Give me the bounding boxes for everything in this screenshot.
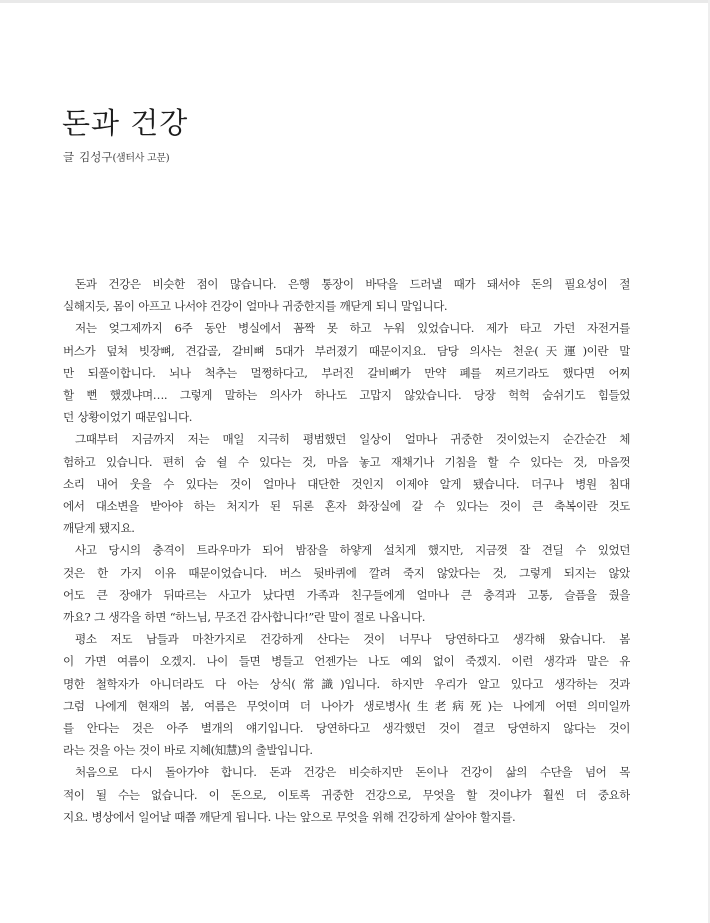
paragraph-line: 할 뻔 했겠냐며…. 그렇게 말하는 의사가 하나도 고맙지 않았습니다. 당장 헉헉 숨쉬기도 힘들었 bbox=[63, 388, 630, 403]
author-role: (샘터사 고문) bbox=[112, 153, 170, 164]
paragraph-first-line: 처음으로 다시 돌아가야 합니다. 돈과 건강은 비슷하지만 돈이나 건강이 삶의 수단을 넘어 목 bbox=[75, 765, 630, 780]
paragraph-line: 것은 한 가지 이유 때문이었습니다. 버스 뒷바퀴에 깔려 죽지 않았다는 것, 그렇게 되지는 않았 bbox=[63, 565, 630, 580]
paragraph-line: 이 가면 여름이 오겠지. 나이 들면 병들고 언젠가는 나도 예외 없이 죽겠지. 이런 생각과 말은 유 bbox=[63, 654, 630, 669]
paragraph-first-line: 사고 당시의 충격이 트라우마가 되어 밤잠을 하얗게 설치게 했지만, 지금껏 잘 견딜 수 있었던 bbox=[75, 543, 630, 558]
paragraph-line: 지요. 병상에서 일어날 때쯤 깨닫게 됩니다. 나는 앞으로 무엇을 위해 건강하게 살아야 할지를. bbox=[63, 809, 516, 824]
article-body bbox=[63, 273, 630, 828]
paragraph-line: 소리 내어 웃을 수 있다는 것이 얼마나 대단한 것인지 이제야 알게 됐습니다. 더구나 병원 침대 bbox=[63, 476, 630, 491]
byline bbox=[63, 149, 169, 167]
paragraph-line: 적이 될 수는 없습니다. 이 돈으로, 이토록 귀중한 건강으로, 무엇을 할 것이냐가 훨씬 더 중요하 bbox=[63, 787, 630, 802]
paragraph-first-line: 돈과 건강은 비슷한 점이 많습니다. 은행 통장이 바닥을 드러낼 때가 돼서야 돈의 필요성이 절 bbox=[75, 277, 630, 291]
paragraph-line: 만 되풀이합니다. 뇌나 척추는 멀쩡하다고, 부러진 갈비뼈가 만약 폐를 찌르기라도 했다면 어찌 bbox=[63, 365, 630, 380]
paragraph-line: 험하고 있습니다. 편히 숨 쉴 수 있다는 것, 마음 놓고 재채기나 기침을 할 수 있다는 것, 마음껏 bbox=[63, 454, 630, 469]
paragraph-line: 까요? 그 생각을 하면 “하느님, 무조건 감사합니다!”란 말이 절로 나옵니다. bbox=[63, 610, 426, 625]
paragraph-first-line: 그때부터 지금까지 저는 매일 지극히 평범했던 일상이 얼마나 귀중한 것이었는지 순간순간 체 bbox=[75, 432, 630, 447]
paragraph-line: 실해지듯, 몸이 아프고 나서야 건강이 얼마나 귀중한지를 깨닫게 되니 말입니다. bbox=[63, 299, 448, 314]
paragraph-line: 를 안다는 것은 아주 별개의 얘기입니다. 당연하다고 생각했던 것이 결코 당연하지 않다는 것이 bbox=[63, 721, 630, 736]
article-title: 돈과 건강 bbox=[62, 106, 189, 140]
paragraph-line: 어도 큰 장애가 뒤따르는 사고가 났다면 가족과 친구들에게 얼마나 큰 충격과 고통, 슬픔을 줬을 bbox=[63, 587, 630, 602]
byline-label: 글 bbox=[63, 150, 75, 164]
paragraph-first-line: 평소 저도 남들과 마찬가지로 건강하게 산다는 것이 너무나 당연하다고 생각해 왔습니다. 봄 bbox=[75, 632, 630, 647]
paragraph-line: 던 상황이었기 때문입니다. bbox=[63, 410, 192, 425]
paragraph-line: 에서 대소변을 받아야 하는 처지가 된 뒤론 혼자 화장실에 갈 수 있다는 것이 큰 축복이란 것도 bbox=[63, 499, 630, 514]
paragraph-line: 깨닫게 됐지요. bbox=[63, 521, 135, 536]
paragraph-line: 버스가 덮쳐 빗장뼈, 견갑골, 갈비뼈 5대가 부러졌기 때문이지요. 담당 의사는 천운(天運)이란 말 bbox=[63, 343, 630, 358]
paragraph-line: 그럼 나에게 현재의 봄, 여름은 무엇이며 더 나아가 생로병사(生老病死)는 나에게 어떤 의미일까 bbox=[63, 698, 630, 713]
author-name: 김성구 bbox=[79, 150, 113, 164]
paragraph-line: 라는 것을 아는 것이 바로 지혜(知慧)의 출발입니다. bbox=[63, 743, 313, 758]
paragraph-line: 명한 철학자가 아니더라도 다 아는 상식(常識)입니다. 하지만 우리가 알고 있다고 생각하는 것과 bbox=[63, 676, 630, 691]
paragraph-first-line: 저는 엊그제까지 6주 동안 병실에서 꼼짝 못 하고 누워 있었습니다. 제가 타고 가던 자전거를 bbox=[75, 321, 630, 336]
